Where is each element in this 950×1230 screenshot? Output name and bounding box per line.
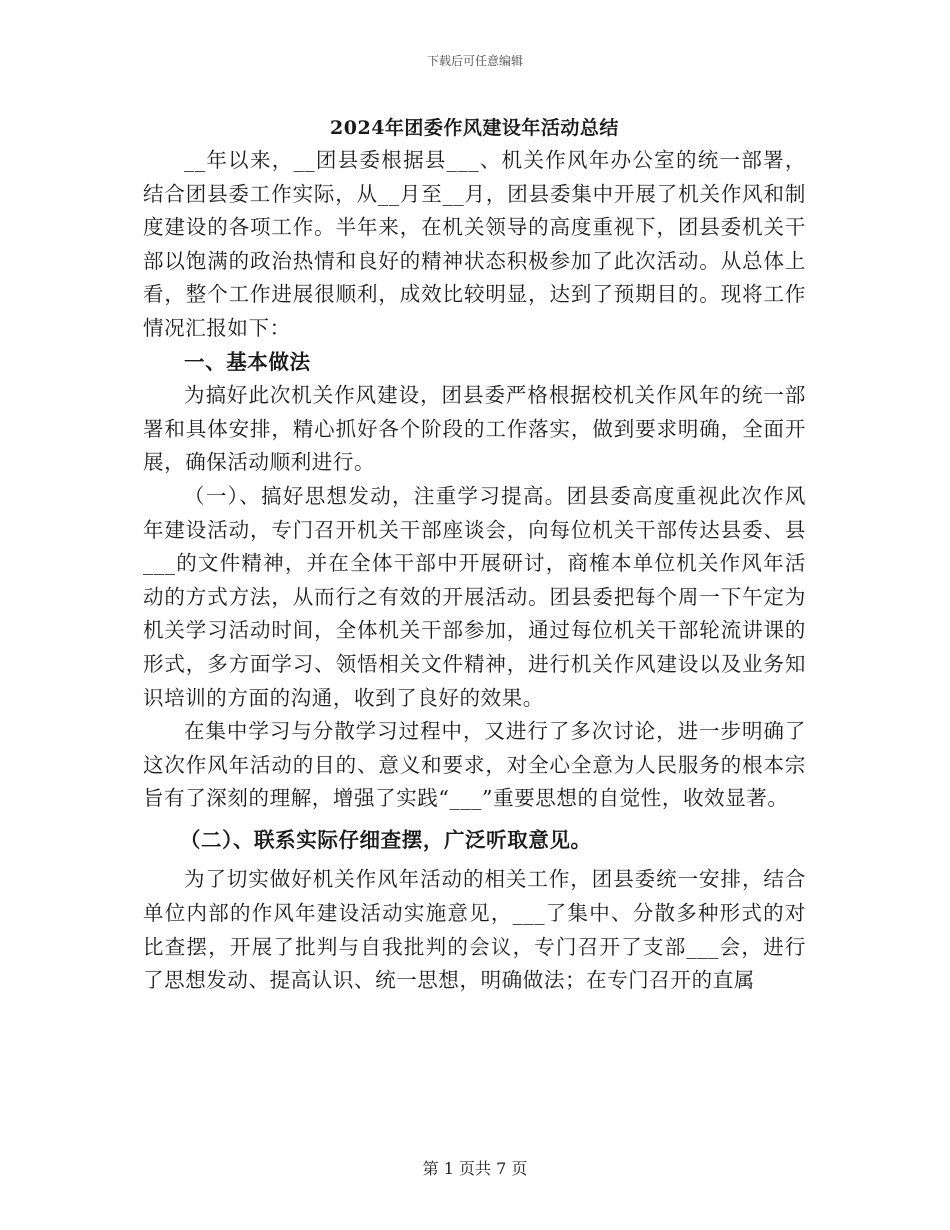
document-body	[143, 112, 806, 998]
paragraph-subsection-two: 为了切实做好机关作风年活动的相关工作，团县委统一安排，结合单位内部的作风年建设活动实施意见，___了集中、分散多种形式的对比查摆，开展了批判与自我批判的会议，专门召开了支部___会，进行了思想发动、提高认识、统一思想，明确做法；在专门召开的直属	[143, 867, 806, 993]
paragraph-intro: __年以来，__团县委根据县___、机关作风年办公室的统一部署，结合团县委工作实际，从__月至__月，团县委集中开展了机关作风和制度建设的各项工作。半年来，在机关领导的高度重视下，团县委机关干部以饱满的政治热情和良好的精神状态积极参加了此次活动。从总体上看，整个工作进展很顺利，成效比较明显，达到了预期目的。现将工作情况汇报如下：	[143, 148, 806, 340]
page-number: 第 1 页共 7 页	[422, 1159, 528, 1178]
paragraph-study-discussion: 在集中学习与分散学习过程中，又进行了多次讨论，进一步明确了这次作风年活动的目的、意义和要求，对全心全意为人民服务的根本宗旨有了深刻的理解，增强了实践“___”重要思想的自觉性，收效显著。	[143, 719, 806, 811]
subsection-heading-two: （二）、联系实际仔细查摆，广泛听取意见。	[179, 827, 592, 852]
paragraph-basic-methods: 为搞好此次机关作风建设，团县委严格根据校机关作风年的统一部署和具体安排，精心抓好各个阶段的工作落实，做到要求明确，全面开展，确保活动顺利进行。	[143, 383, 806, 475]
document-title: 2024年团委作风建设年活动总结	[330, 117, 619, 139]
header-note: 下载后可任意编辑	[426, 54, 523, 68]
section-heading-basic-methods: 一、基本做法	[184, 349, 311, 374]
paragraph-subsection-one: （一）、搞好思想发动，注重学习提高。团县委高度重视此次作风年建设活动，专门召开机关干部座谈会，向每位机关干部传达县委、县___的文件精神，并在全体干部中开展研讨，商榷本单位机关作风年活动的方式方法，从而行之有效的开展活动。团县委把每个周一下午定为机关学习活动时间，全体机关干部参加，通过每位机关干部轮流讲课的形式，多方面学习、领悟相关文件精神，进行机关作风建设以及业务知识培训的方面的沟通，收到了良好的效果。	[143, 483, 806, 710]
